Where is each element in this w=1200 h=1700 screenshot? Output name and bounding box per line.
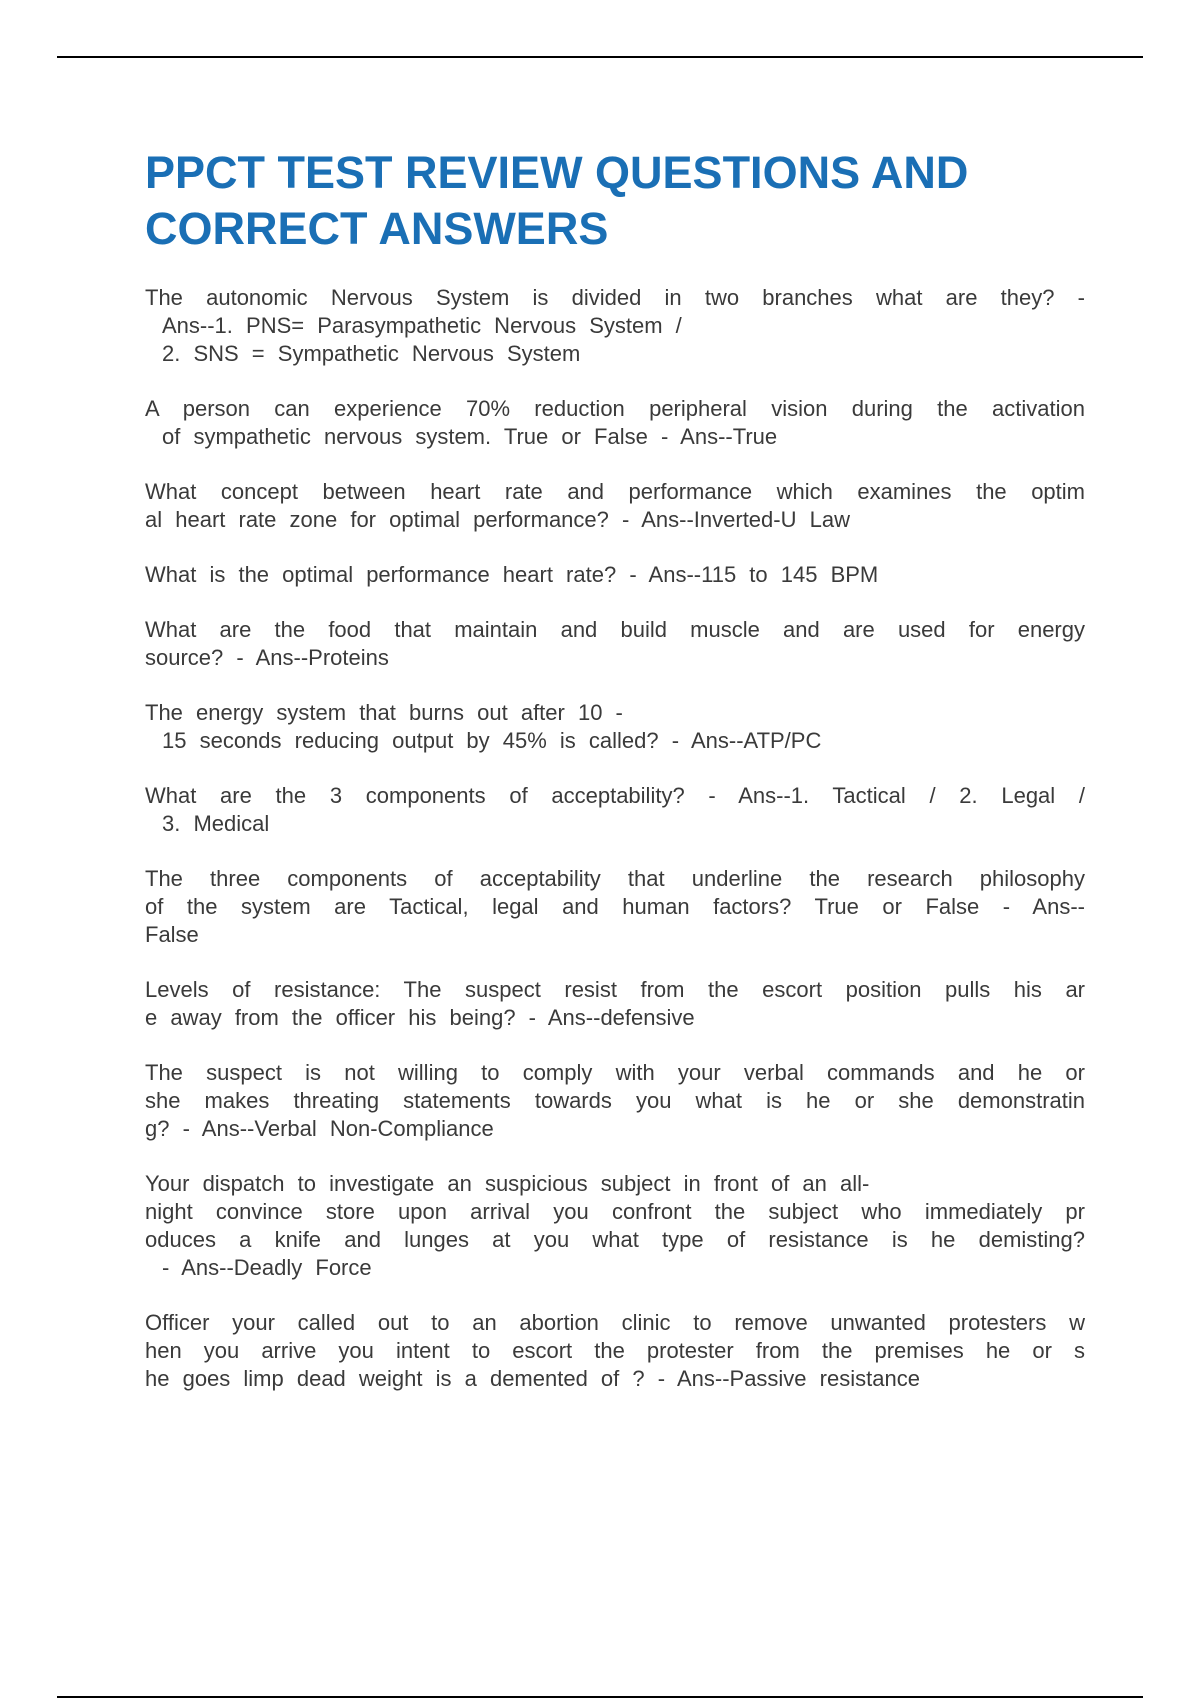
qa-line: she makes threating statements towards you what is he or she demonstratin xyxy=(145,1088,1085,1113)
qa-line: A person can experience 70% reduction peripheral vision during the activation xyxy=(145,396,1085,421)
qa-line: of the system are Tactical, legal and human factors? True or False - Ans-- xyxy=(145,894,1085,919)
qa-line: The three components of acceptability that underline the research philosophy xyxy=(145,866,1085,891)
qa-line: What are the 3 components of acceptability? - Ans--1. Tactical / 2. Legal / xyxy=(145,783,1085,808)
bottom-rule xyxy=(57,1696,1143,1698)
qa-line: - Ans--Deadly Force xyxy=(162,1255,372,1280)
qa-item xyxy=(145,616,1085,672)
qa-item xyxy=(145,699,1085,755)
qa-line: The autonomic Nervous System is divided in two branches what are they? - xyxy=(145,285,1085,310)
qa-line: False xyxy=(145,922,199,947)
qa-line: e away from the officer his being? - Ans--defensive xyxy=(145,1005,695,1030)
qa-item xyxy=(145,865,1085,949)
qa-item xyxy=(145,1059,1085,1143)
qa-item xyxy=(145,395,1085,451)
qa-line: The energy system that burns out after 10 - xyxy=(145,700,623,725)
qa-line: Officer your called out to an abortion clinic to remove unwanted protesters w xyxy=(145,1310,1085,1335)
qa-line: night convince store upon arrival you confront the subject who immediately pr xyxy=(145,1199,1085,1224)
qa-line: oduces a knife and lunges at you what type of resistance is he demisting? xyxy=(145,1227,1085,1252)
qa-line: 15 seconds reducing output by 45% is called? - Ans--ATP/PC xyxy=(162,728,822,753)
qa-line: 2. SNS = Sympathetic Nervous System xyxy=(162,341,581,366)
qa-item xyxy=(145,561,1085,589)
qa-item xyxy=(145,478,1085,534)
qa-line: source? - Ans--Proteins xyxy=(145,645,389,670)
qa-line: Your dispatch to investigate an suspicious subject in front of an all- xyxy=(145,1171,870,1196)
qa-list xyxy=(145,284,1085,1420)
qa-line: he goes limp dead weight is a demented of ? - Ans--Passive resistance xyxy=(145,1366,920,1391)
qa-item xyxy=(145,284,1085,368)
qa-line: of sympathetic nervous system. True or False - Ans--True xyxy=(162,424,778,449)
qa-item xyxy=(145,782,1085,838)
qa-line: The suspect is not willing to comply with your verbal commands and he or xyxy=(145,1060,1085,1085)
qa-item xyxy=(145,976,1085,1032)
qa-line: g? - Ans--Verbal Non-Compliance xyxy=(145,1116,494,1141)
qa-line: hen you arrive you intent to escort the protester from the premises he or s xyxy=(145,1338,1085,1363)
qa-line: al heart rate zone for optimal performance? - Ans--Inverted-U Law xyxy=(145,507,850,532)
qa-line: 3. Medical xyxy=(162,811,270,836)
qa-line: What is the optimal performance heart rate? - Ans--115 to 145 BPM xyxy=(145,562,879,587)
qa-line: Levels of resistance: The suspect resist from the escort position pulls his ar xyxy=(145,977,1085,1002)
qa-line: What are the food that maintain and build muscle and are used for energy xyxy=(145,617,1085,642)
document-title: PPCT TEST REVIEW QUESTIONS AND CORRECT ANSWERS xyxy=(145,147,969,254)
top-rule xyxy=(57,56,1143,58)
qa-line: Ans--1. PNS= Parasympathetic Nervous System / xyxy=(162,313,682,338)
qa-line: What concept between heart rate and performance which examines the optim xyxy=(145,479,1085,504)
qa-item xyxy=(145,1170,1085,1282)
qa-item xyxy=(145,1309,1085,1393)
